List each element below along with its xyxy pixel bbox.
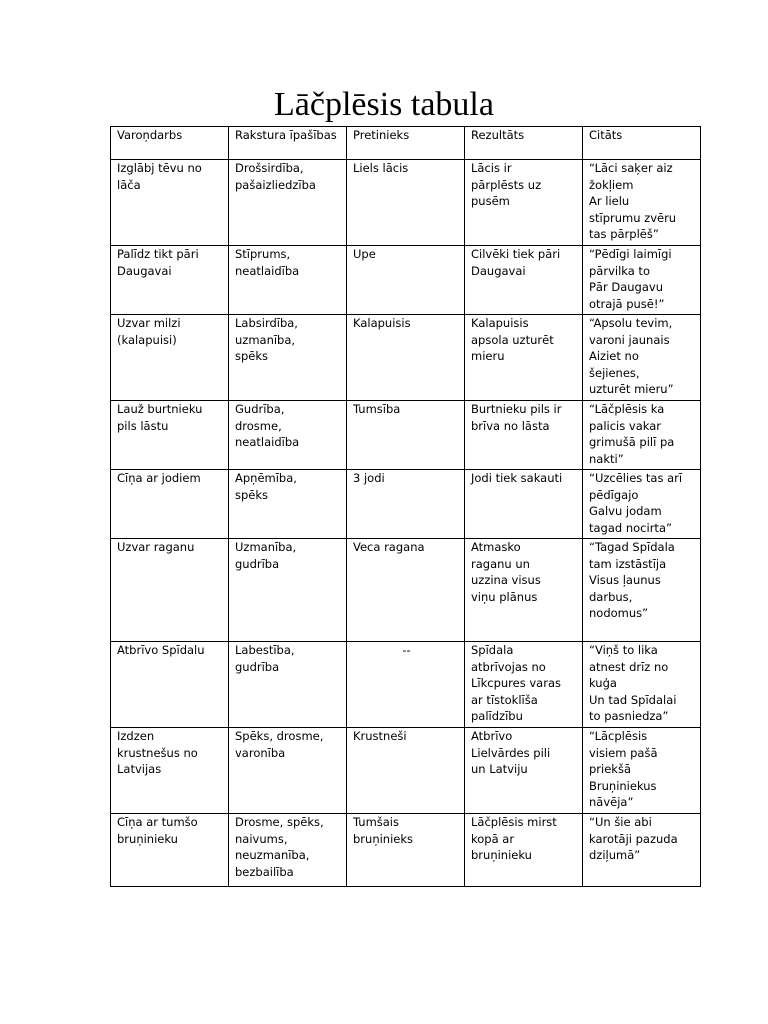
cell-text-line: gudrība xyxy=(235,556,280,571)
cell-varondarbs xyxy=(111,401,229,470)
cell-citats xyxy=(583,470,701,539)
cell-text-line: “Pēdīgi laimīgi xyxy=(589,247,672,261)
cell-text-line: nodomus” xyxy=(589,606,649,620)
cell-text-line: lāča xyxy=(117,177,141,192)
cell-text-line: Visus ļaunus xyxy=(589,573,661,587)
cell-text-line: (kalapuisi) xyxy=(117,332,177,347)
cell-text-line: pārplēsts uz xyxy=(471,177,542,192)
cell-text-line: “Lāci saķer aiz xyxy=(589,161,673,175)
table-row xyxy=(111,728,701,814)
cell-varondarbs xyxy=(111,315,229,401)
cell-citats xyxy=(583,160,701,246)
cell-text-line: to pasniedza” xyxy=(589,709,669,723)
table-header-row xyxy=(111,127,701,160)
cell-text-line: Upe xyxy=(353,247,376,261)
cell-text-line: kuģa xyxy=(589,676,617,690)
cell-text-line: Uzmanība, xyxy=(235,540,297,554)
cell-text-line: Liels lācis xyxy=(353,161,409,175)
cell-text-line: spēks xyxy=(235,487,269,502)
cell-rakstura-ipasibas xyxy=(229,401,347,470)
cell-text-line: Tumsība xyxy=(353,402,401,416)
cell-text-line: Līkcpures varas xyxy=(471,676,561,690)
cell-text-line: pusēm xyxy=(471,194,510,208)
page-title: Lāčplēsis tabula xyxy=(274,86,494,123)
cell-pretinieks xyxy=(347,470,465,539)
cell-text-line: Lācis ir xyxy=(471,161,512,175)
cell-rezultats xyxy=(465,246,583,315)
cell-varondarbs xyxy=(111,539,229,642)
cell-rakstura-ipasibas xyxy=(229,246,347,315)
table-row xyxy=(111,642,701,728)
header-pretinieks: Pretinieks xyxy=(347,127,465,160)
cell-text-line: kopā ar xyxy=(471,831,515,846)
cell-rezultats xyxy=(465,642,583,728)
cell-text-line: Tumšais xyxy=(353,815,399,829)
cell-text-line: bruņinieku xyxy=(471,848,532,862)
cell-text-line: viņu plānus xyxy=(471,589,538,604)
cell-text-line: “Un šie abi xyxy=(589,815,652,829)
cell-text-line: stīprumu zvēru xyxy=(589,210,677,225)
cell-text-line: darbus, xyxy=(589,589,633,604)
cell-text-line: nakti” xyxy=(589,451,624,466)
cell-text-line: Un tad Spīdalai xyxy=(589,692,677,707)
cell-text-line: bezbailība xyxy=(235,864,294,879)
cell-citats xyxy=(583,814,701,887)
cell-text-line: raganu un xyxy=(471,556,530,571)
table-row xyxy=(111,470,701,539)
cell-citats xyxy=(583,539,701,642)
cell-pretinieks xyxy=(347,642,465,728)
cell-text-line: Palīdz tikt pāri xyxy=(117,247,199,261)
cell-text-line: pils lāstu xyxy=(117,418,169,433)
table-body xyxy=(111,160,701,887)
cell-text-line: tas pārplēš” xyxy=(589,227,659,241)
cell-text-line: Veca ragana xyxy=(353,540,425,554)
cell-text-line: visiem pašā xyxy=(589,745,658,760)
cell-text-line: tagad nocirta” xyxy=(589,520,672,535)
cell-text-line: Apņēmība, xyxy=(235,471,297,485)
cell-rakstura-ipasibas xyxy=(229,814,347,887)
cell-text-line: mieru xyxy=(471,349,505,363)
cell-text-line: tam izstāstīja xyxy=(589,556,667,571)
cell-text-line: nāvēja” xyxy=(589,795,634,809)
cell-text-line: Lāčplēsis mirst xyxy=(471,815,557,829)
cell-text-line: un Latviju xyxy=(471,762,528,776)
cell-pretinieks xyxy=(347,160,465,246)
cell-text-line: otrajā pusē!” xyxy=(589,296,665,311)
cell-text-line: spēks xyxy=(235,349,269,363)
cell-text-line: grimušā pilī pa xyxy=(589,435,675,449)
cell-rakstura-ipasibas xyxy=(229,539,347,642)
cell-text-line: Bruņiniekus xyxy=(589,778,657,793)
cell-pretinieks xyxy=(347,539,465,642)
cell-text-line: atbrīvojas no xyxy=(471,659,546,674)
cell-text-line: neatlaidība xyxy=(235,263,300,278)
cell-text-line: Kalapuisis xyxy=(471,316,529,330)
cell-varondarbs xyxy=(111,160,229,246)
cell-rezultats xyxy=(465,539,583,642)
header-citats: Citāts xyxy=(583,127,701,160)
cell-text-line: karotāji pazuda xyxy=(589,831,678,846)
cell-text-line: šejienes, xyxy=(589,365,640,380)
cell-text-line: Cīņa ar tumšo xyxy=(117,815,198,829)
cell-pretinieks xyxy=(347,814,465,887)
cell-text-line: uzzina visus xyxy=(471,573,541,587)
cell-text-line: atnest drīz no xyxy=(589,659,669,674)
cell-pretinieks xyxy=(347,246,465,315)
cell-varondarbs xyxy=(111,246,229,315)
table-row xyxy=(111,246,701,315)
cell-citats xyxy=(583,246,701,315)
cell-citats xyxy=(583,642,701,728)
cell-varondarbs xyxy=(111,642,229,728)
cell-text-line: Izglābj tēvu no xyxy=(117,161,202,175)
cell-citats xyxy=(583,401,701,470)
cell-text-line: palīdzību xyxy=(471,709,523,723)
cell-text-line: drosme, xyxy=(235,418,282,433)
cell-rezultats xyxy=(465,728,583,814)
table-row xyxy=(111,814,701,887)
cell-text-line: gudrība xyxy=(235,659,280,674)
cell-text-line: Spīdala xyxy=(471,643,514,657)
cell-text-line: “Lācplēsis xyxy=(589,729,648,743)
table-row xyxy=(111,539,701,642)
cell-text-line: Drosme, spēks, xyxy=(235,815,324,829)
header-rezultats: Rezultāts xyxy=(465,127,583,160)
cell-text-line: Drošsirdība, xyxy=(235,161,304,175)
cell-varondarbs xyxy=(111,814,229,887)
cell-text-line: -- xyxy=(402,643,411,657)
header-varondarbs: Varoņdarbs xyxy=(111,127,229,160)
cell-text-line: Spēks, drosme, xyxy=(235,729,324,743)
cell-text-line: ar tīstoklīša xyxy=(471,692,538,707)
cell-text-line: Latvijas xyxy=(117,762,162,776)
cell-rakstura-ipasibas xyxy=(229,315,347,401)
cell-text-line: palicis vakar xyxy=(589,418,661,433)
cell-text-line: bruņinieku xyxy=(117,831,178,846)
cell-text-line: uzturēt mieru” xyxy=(589,382,674,396)
cell-text-line: neatlaidība xyxy=(235,435,300,449)
cell-text-line: “Lāčplēsis ka xyxy=(589,402,665,416)
cell-text-line: “Uzcēlies tas arī xyxy=(589,471,683,485)
cell-text-line: Galvu jodam xyxy=(589,504,662,518)
cell-text-line: dziļumā” xyxy=(589,848,641,862)
cell-text-line: Lauž burtnieku xyxy=(117,402,203,416)
cell-text-line: “Tagad Spīdala xyxy=(589,540,675,554)
cell-text-line: krustnešus no xyxy=(117,745,198,760)
cell-text-line: uzmanība, xyxy=(235,332,296,347)
cell-varondarbs xyxy=(111,728,229,814)
cell-text-line: Kalapuisis xyxy=(353,316,411,330)
cell-text-line: Uzvar raganu xyxy=(117,540,195,554)
cell-citats xyxy=(583,728,701,814)
cell-text-line: “Viņš to lika xyxy=(589,643,658,657)
cell-text-line: varoni jaunais xyxy=(589,332,670,347)
cell-text-line: Aiziet no xyxy=(589,349,639,363)
cell-text-line: “Apsolu tevim, xyxy=(589,316,673,330)
cell-text-line: apsola uzturēt xyxy=(471,332,554,347)
cell-text-line: pēdīgajo xyxy=(589,487,639,502)
cell-text-line: Jodi tiek sakauti xyxy=(471,471,563,485)
cell-text-line: Pār Daugavu xyxy=(589,280,663,294)
cell-text-line: Gudrība, xyxy=(235,402,285,416)
cell-rezultats xyxy=(465,470,583,539)
table-row xyxy=(111,160,701,246)
cell-rakstura-ipasibas xyxy=(229,642,347,728)
cell-rakstura-ipasibas xyxy=(229,160,347,246)
cell-text-line: Atmasko xyxy=(471,540,521,554)
table-row xyxy=(111,401,701,470)
cell-text-line: Daugavai xyxy=(117,263,172,278)
cell-text-line: naivums, xyxy=(235,831,288,846)
cell-rezultats xyxy=(465,315,583,401)
cell-citats xyxy=(583,315,701,401)
cell-text-line: bruņinieks xyxy=(353,831,414,846)
cell-text-line: Atbrīvo Spīdalu xyxy=(117,643,205,657)
cell-text-line: Labestība, xyxy=(235,643,295,657)
cell-text-line: brīva no lāsta xyxy=(471,418,550,433)
cell-rakstura-ipasibas xyxy=(229,470,347,539)
header-rakstura-ipasibas: Rakstura īpašības xyxy=(229,127,347,160)
cell-text-line: Ar lielu xyxy=(589,194,630,208)
cell-text-line: priekšā xyxy=(589,762,631,776)
table-row xyxy=(111,315,701,401)
cell-rezultats xyxy=(465,401,583,470)
cell-pretinieks xyxy=(347,315,465,401)
cell-varondarbs xyxy=(111,470,229,539)
cell-text-line: 3 jodi xyxy=(353,471,385,485)
cell-text-line: Stīprums, xyxy=(235,247,291,261)
cell-pretinieks xyxy=(347,401,465,470)
cell-rezultats xyxy=(465,160,583,246)
cell-pretinieks xyxy=(347,728,465,814)
cell-text-line: Uzvar milzi xyxy=(117,316,181,330)
cell-text-line: pašaizliedzība xyxy=(235,177,316,192)
cell-rezultats xyxy=(465,814,583,887)
cell-text-line: Burtnieku pils ir xyxy=(471,402,562,416)
cell-text-line: varonība xyxy=(235,745,286,760)
cell-rakstura-ipasibas xyxy=(229,728,347,814)
cell-text-line: Izdzen xyxy=(117,729,155,743)
cell-text-line: Labsirdība, xyxy=(235,316,298,330)
cell-text-line: Lielvārdes pili xyxy=(471,745,551,760)
cell-text-line: Atbrīvo xyxy=(471,729,513,743)
cell-text-line: Cīņa ar jodiem xyxy=(117,471,201,485)
cell-text-line: žokļiem xyxy=(589,177,634,192)
cell-text-line: Daugavai xyxy=(471,263,526,278)
cell-text-line: Cilvēki tiek pāri xyxy=(471,247,561,261)
cell-text-line: pārvilka to xyxy=(589,263,650,278)
lacplesis-table xyxy=(110,126,701,887)
cell-text-line: neuzmanība, xyxy=(235,848,310,862)
cell-text-line: Krustneši xyxy=(353,729,407,743)
